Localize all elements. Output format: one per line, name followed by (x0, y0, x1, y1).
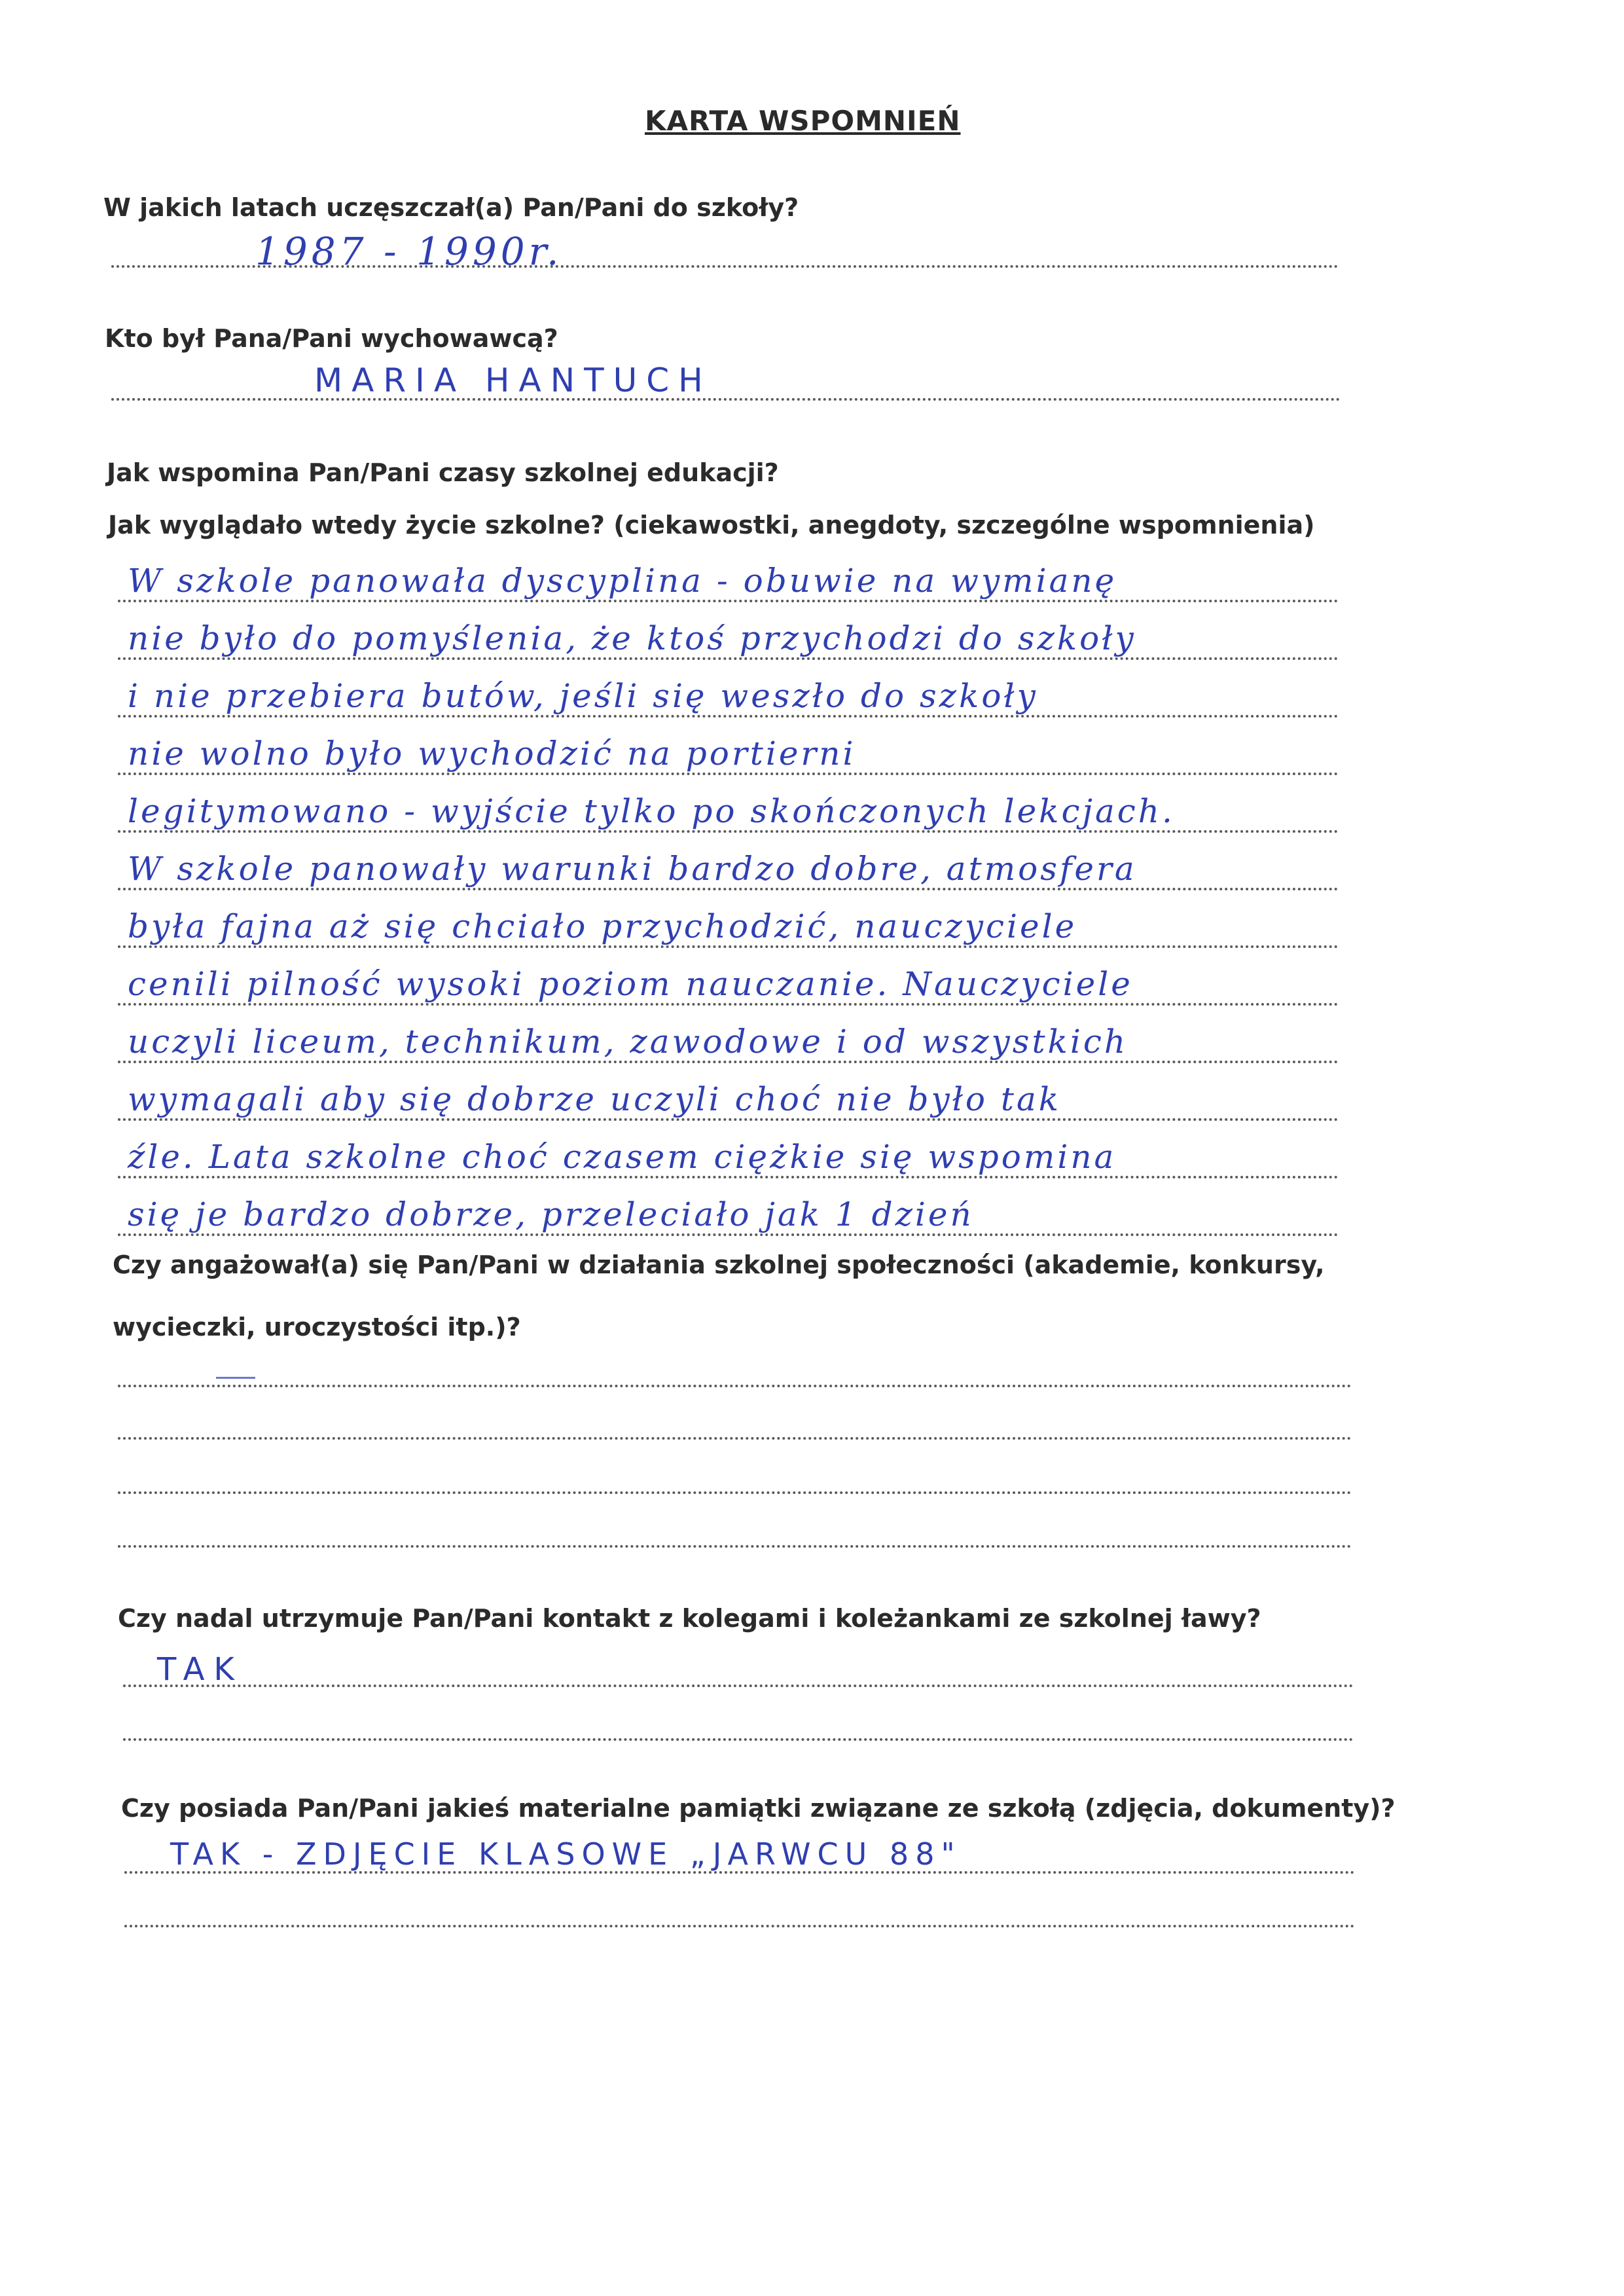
memory-line: się je bardzo dobrze, przeleciało jak 1 dzień (128, 1195, 974, 1233)
answer-contact: TAK (157, 1651, 244, 1688)
answer-line (124, 1925, 1355, 1927)
answer-years: 1987 - 1990r. (255, 229, 563, 274)
answer-line (118, 1118, 1339, 1121)
answer-line (118, 600, 1339, 602)
answer-line (123, 1738, 1354, 1741)
question-souvenirs: Czy posiada Pan/Pani jakieś materialne pamiątki związane ze szkołą (zdjęcia, dokumenty)? (121, 1794, 1396, 1823)
answer-line (118, 1385, 1352, 1387)
question-school-life: Jak wyglądało wtedy życie szkolne? (ciekawostki, anegdoty, szczególne wspomnienia) (108, 511, 1315, 539)
answer-line (111, 398, 1341, 401)
question-contact: Czy nadal utrzymuje Pan/Pani kontakt z kolegami i koleżankami ze szkolnej ławy? (118, 1604, 1261, 1633)
answer-line (118, 1545, 1352, 1548)
memory-line: nie wolno było wychodzić na portierni (128, 735, 856, 773)
answer-line (118, 1233, 1339, 1236)
memory-line: uczyli liceum, technikum, zawodowe i od wszystkich (128, 1023, 1128, 1061)
answer-line (118, 1061, 1339, 1063)
memory-line: W szkole panowały warunki bardzo dobre, atmosfera (128, 850, 1137, 888)
question-activities-line1: Czy angażował(a) się Pan/Pani w działania szkolnej społeczności (akademie, konkursy, (113, 1250, 1325, 1279)
memory-line: była fajna aż się chciało przychodzić, nauczyciele (128, 907, 1077, 945)
memory-line: wymagali aby się dobrze uczyli choć nie było tak (128, 1080, 1062, 1118)
memory-line: legitymowano - wyjście tylko po skończonych lekcjach. (128, 792, 1175, 830)
answer-line (123, 1685, 1354, 1687)
answer-line (118, 830, 1339, 833)
memory-line: źle. Lata szkolne choć czasem ciężkie się wspomina (128, 1138, 1117, 1176)
pen-mark (216, 1377, 255, 1379)
answer-line (118, 945, 1339, 948)
memory-line: W szkole panowała dyscyplina - obuwie na wymianę (128, 562, 1117, 600)
question-memories: Jak wspomina Pan/Pani czasy szkolnej edukacji? (107, 458, 779, 487)
page-title: KARTA WSPOMNIEŃ (645, 105, 961, 137)
question-activities-line2: wycieczki, uroczystości itp.)? (113, 1313, 521, 1341)
answer-souvenirs: TAK - ZDJĘCIE KLASOWE „JARWCU 88" (170, 1836, 962, 1872)
answer-line (118, 715, 1339, 718)
question-school-years: W jakich latach uczęszczał(a) Pan/Pani do szkoły? (103, 193, 799, 222)
memory-line: nie było do pomyślenia, że ktoś przychodzi do szkoły (128, 619, 1136, 657)
memory-line: cenili pilność wysoki poziom nauczanie. Nauczyciele (128, 965, 1133, 1003)
question-teacher: Kto był Pana/Pani wychowawcą? (105, 324, 558, 353)
answer-line (118, 1437, 1352, 1440)
answer-line (118, 773, 1339, 775)
answer-line (118, 1176, 1339, 1178)
memory-line: i nie przebiera butów, jeśli się weszło do szkoły (128, 677, 1038, 715)
answer-line (118, 1003, 1339, 1006)
answer-line (118, 1491, 1352, 1494)
answer-line (118, 657, 1339, 660)
answer-line (118, 888, 1339, 890)
answer-teacher: MARIA HANTUCH (314, 361, 712, 399)
